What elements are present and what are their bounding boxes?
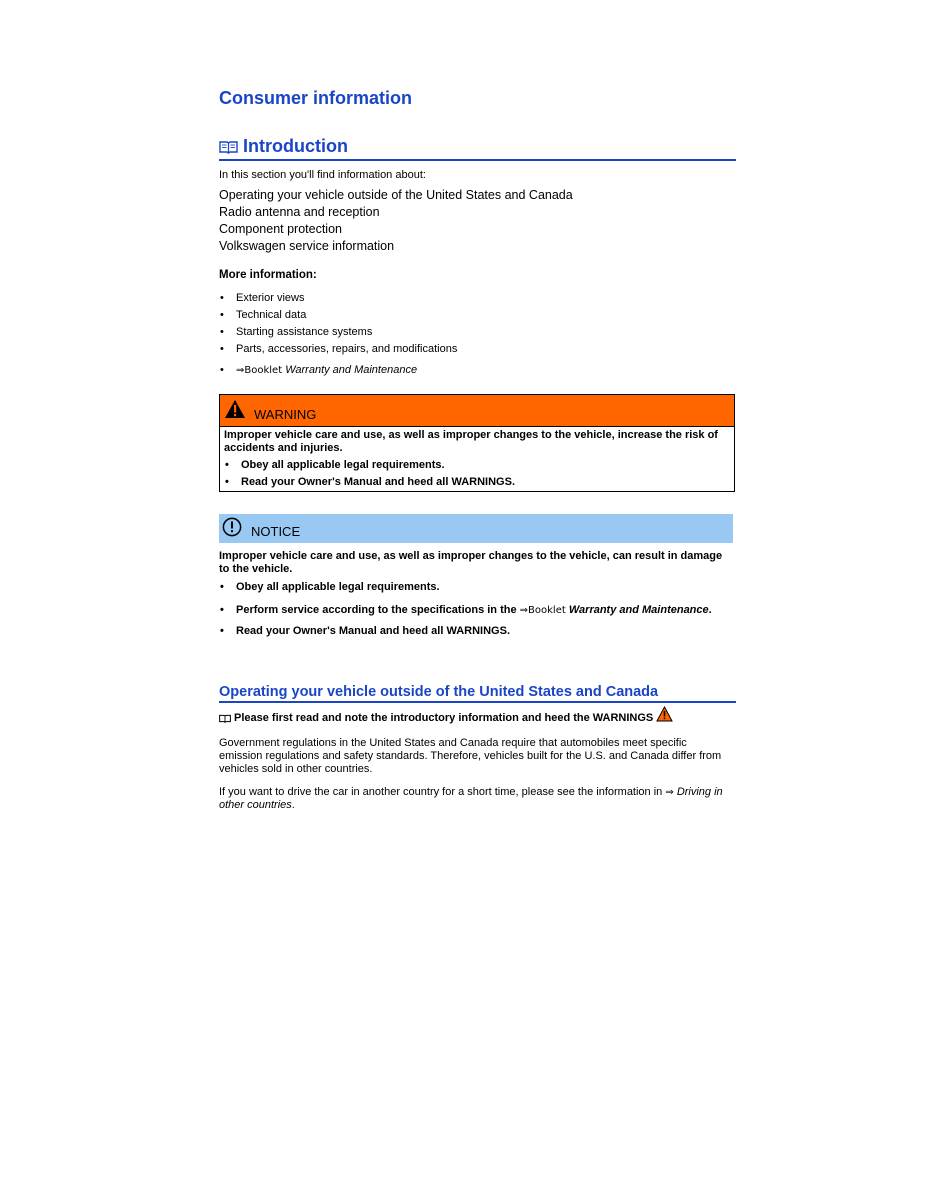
arrow-right-icon: ⇒ <box>236 365 245 376</box>
introduction-title: Introduction <box>243 136 348 156</box>
more-information-item[interactable]: • Starting assistance systems <box>219 324 457 341</box>
driving-in-other-countries-link[interactable]: Driving in other countries <box>219 786 723 811</box>
warning-lead-text: Improper vehicle care and use, as well as improper changes to the vehicle, increase the risk of accidents and injuries. <box>224 429 718 454</box>
driving-abroad-end: . <box>291 799 295 811</box>
introduction-heading <box>219 136 736 161</box>
notice-item-text: Perform service according to the specifications in the <box>236 604 517 616</box>
book-icon <box>219 140 238 154</box>
topic-item[interactable]: Operating your vehicle outside of the United States and Canada <box>219 188 573 202</box>
exclamation-circle-icon <box>222 517 242 537</box>
booklet-word: Booklet <box>528 605 566 616</box>
arrow-right-icon: ⇒ <box>665 787 674 798</box>
warning-header <box>220 395 734 427</box>
first-read-note <box>219 712 673 724</box>
booklet-word: Booklet <box>244 365 283 376</box>
topic-item[interactable]: Component protection <box>219 222 342 236</box>
more-information-list <box>219 290 457 379</box>
warning-label: WARNING <box>254 407 317 422</box>
operating-abroad-heading <box>219 684 736 703</box>
more-information-item[interactable]: • Exterior views <box>219 290 457 307</box>
book-icon <box>219 714 231 723</box>
notice-header <box>219 514 733 543</box>
notice-list <box>219 581 731 638</box>
topic-list <box>219 187 573 255</box>
warning-list <box>224 459 730 489</box>
warning-item: • Read your Owner's Manual and heed all WARNINGS. <box>224 476 730 489</box>
booklet-title-link[interactable]: Warranty and Maintenance <box>568 604 709 616</box>
driving-abroad-paragraph <box>219 786 735 812</box>
topic-item[interactable]: Volkswagen service information <box>219 239 395 253</box>
regulations-paragraph: Government regulations in the United States and Canada require that automobiles meet specific emission regulations and safety standards. Therefore, vehicles built for the U.S. and Canada differ from vehicles sold in other countries. <box>219 737 722 775</box>
warning-box <box>219 394 735 492</box>
booklet-reference-item[interactable] <box>219 362 457 379</box>
warning-body <box>220 427 734 491</box>
booklet-title: Warranty and Maintenance <box>285 364 418 376</box>
chapter-title: Consumer information <box>219 88 413 108</box>
more-information-item[interactable]: • Parts, accessories, repairs, and modifications <box>219 341 457 358</box>
operating-abroad-title: Operating your vehicle outside of the United States and Canada <box>219 684 659 700</box>
arrow-right-icon: ⇒ <box>519 605 529 616</box>
notice-item-end: . <box>708 604 712 616</box>
more-information-item[interactable]: • Technical data <box>219 307 457 324</box>
notice-item: • Obey all applicable legal requirements. <box>219 581 731 594</box>
notice-body <box>219 550 731 638</box>
driving-abroad-text: If you want to drive the car in another country for a short time, please see the information in <box>219 786 663 798</box>
notice-item <box>219 602 731 619</box>
warning-triangle-icon <box>224 399 246 419</box>
notice-label: NOTICE <box>251 524 301 539</box>
intro-lead-text: In this section you'll find information about: <box>219 169 426 181</box>
more-information-heading: More information: <box>219 269 317 281</box>
first-read-text: Please first read and note the introductory information and heed the WARNINGS <box>234 712 654 724</box>
warning-triangle-icon[interactable] <box>656 706 673 722</box>
topic-item[interactable]: Radio antenna and reception <box>219 205 380 219</box>
notice-item: • Read your Owner's Manual and heed all WARNINGS. <box>219 625 731 638</box>
warning-item: • Obey all applicable legal requirements. <box>224 459 730 472</box>
notice-lead-text: Improper vehicle care and use, as well as improper changes to the vehicle, can result in damage to the vehicle. <box>219 550 723 575</box>
